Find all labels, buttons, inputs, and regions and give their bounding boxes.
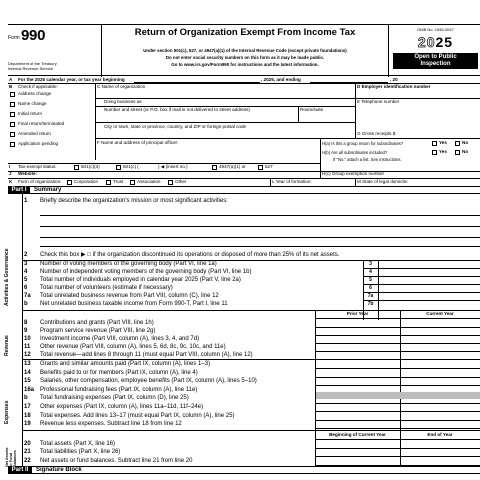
line-text: Investment income (Part VIII, column (A), lines 3, 4, and 7d) [40, 336, 200, 342]
divider [363, 300, 480, 301]
divider [363, 276, 480, 277]
telephone-label: E Telephone number [357, 99, 400, 104]
hb-no-checkbox[interactable] [455, 150, 460, 155]
part2-label: Part II [8, 467, 32, 474]
prior-year-header: Prior Year [346, 311, 369, 316]
line-number: 22 [24, 457, 31, 464]
line-text: Number of independent voting members of the governing body (Part VI, line 1b) [40, 269, 252, 275]
line-number: 11 [24, 344, 31, 350]
status-501c3-checkbox[interactable] [74, 165, 79, 170]
line-text: Salaries, other compensation, employee benefits (Part IX, column (A), lines 5–10) [40, 378, 257, 385]
hb-no-label: No [462, 149, 469, 154]
hc-label: H(c) Group exemption number [322, 171, 385, 176]
status-insert-label: ) ◀ (insert no.) [158, 164, 188, 169]
line-text: Total revenue—add lines 8 through 11 (must equal Part VIII, column (A), line 12) [40, 352, 253, 358]
line-a-year: , 20 [390, 77, 398, 82]
final-return-checkbox[interactable] [10, 122, 15, 127]
ha-label: H(a) Is this a group return for subordinates? [322, 141, 404, 146]
form-of-org-label: Form of organization: [18, 179, 62, 184]
line-text: Other expenses (Part IX, column (A), lines 11a–11d, 11f–24e) [40, 404, 204, 410]
hb-note: If "No," attach a list. See instructions. [333, 157, 402, 162]
application-pending-checkbox[interactable] [10, 142, 15, 147]
line-number: 10 [24, 336, 31, 342]
tax-year-end-field[interactable] [310, 82, 388, 83]
hb-label: H(b) Are all subordinates included? [322, 150, 388, 155]
amended-return-checkbox[interactable] [10, 132, 15, 137]
line-a-text: For the 2025 calendar year, or tax year beginning [18, 77, 125, 82]
line-number: 20 [24, 441, 31, 447]
line-number: 7a [24, 293, 31, 299]
line-text: Total unrelated business revenue from Part VIII, column (C), line 12 [40, 293, 219, 299]
tax-year-prefix: 20 [417, 34, 436, 50]
tax-year [391, 34, 480, 50]
line-number: 4 [24, 269, 28, 275]
gross-receipts-label: G Gross receipts $ [357, 131, 396, 136]
open-to-public-badge [393, 53, 478, 69]
form-title: Return of Organization Exempt From Income Tax [134, 27, 356, 38]
application-pending-label: Application pending [18, 141, 59, 146]
amount-field[interactable] [315, 343, 480, 344]
line-text: Grants and similar amounts paid (Part IX, column (A), lines 1–3) [40, 361, 211, 367]
year-formation-label: L Year of formation: [272, 179, 312, 184]
side-label-revenue: Revenue [4, 335, 10, 356]
divider [315, 430, 316, 466]
mission-field[interactable] [40, 237, 480, 238]
divider [315, 439, 480, 440]
initial-return-label: Initial return [18, 111, 43, 116]
line-number: 18 [24, 412, 31, 419]
department-line2: Internal Revenue Service [8, 66, 53, 71]
status-501c-checkbox[interactable] [116, 165, 121, 170]
instructions-link[interactable]: Go to www.irs.gov/Form990 for instructions and the latest information. [171, 62, 319, 67]
final-return-label: Final return/terminated [18, 121, 65, 126]
line-number: 6 [24, 285, 28, 291]
status-501c3-label: 501(c)(3) [81, 164, 100, 169]
amount-field[interactable] [315, 420, 480, 421]
form-label: Form [8, 35, 20, 41]
amended-return-label: Amended return [18, 131, 51, 136]
name-change-label: Name change [18, 101, 47, 106]
line-number: 19 [24, 421, 31, 428]
line-2-text: Check this box ▶ □ if the organization discontinued its operations or disposed of more than 25% of its net assets. [40, 252, 340, 258]
line-text: Professional fundraising fees (Part IX, column (A), line 11e) [40, 386, 198, 393]
part2-header [8, 466, 480, 474]
state-domicile-label: M State of legal domicile: [357, 179, 409, 184]
section-b-label: Check if applicable: [18, 84, 58, 89]
divider [8, 171, 480, 172]
corporation-label: Corporation [74, 179, 99, 184]
line-j-letter: J [9, 171, 12, 176]
association-label: Association [137, 179, 161, 184]
open-public-line1: Open to Public [414, 54, 457, 60]
room-suite-label: Room/suite [300, 107, 324, 112]
tax-year-begin-field[interactable] [134, 82, 260, 83]
amount-field[interactable] [315, 403, 480, 404]
line-text: Total number of volunteers (estimate if necessary) [40, 285, 173, 291]
trust-label: Trust [113, 179, 124, 184]
open-public-line2: Inspection [420, 61, 451, 67]
line-text: Total number of individuals employed in calendar year 2025 (Part V, line 2a) [40, 277, 241, 283]
part1-header [8, 186, 480, 194]
amount-field[interactable] [315, 368, 480, 369]
line-box-number: 7a [367, 293, 374, 299]
city-label: City or town, state or province, country, and ZIP or foreign postal code [104, 124, 247, 129]
hb-yes-checkbox[interactable] [432, 150, 437, 155]
divider [355, 83, 356, 138]
line-box-number: 4 [369, 269, 372, 275]
shaded-cell [316, 392, 480, 399]
divider [363, 268, 480, 269]
line-number: 2 [24, 252, 28, 258]
status-527-label: 527 [265, 164, 273, 169]
divider [22, 194, 23, 466]
street-label: Number and street (or P.O. box if mail is not delivered to street address) [104, 107, 250, 112]
amount-field[interactable] [315, 448, 480, 449]
address-change-checkbox[interactable] [10, 92, 15, 97]
line-text: Other revenue (Part VIII, column (A), lines 5, 6d, 8c, 9c, 10c, and 11e) [40, 344, 226, 350]
principal-officer-label: F Name and address of principal officer: [97, 140, 179, 145]
line-number: 9 [24, 328, 28, 334]
line-a-ending: , 2025, and ending [261, 77, 301, 82]
line-number: b [24, 395, 28, 402]
side-label-net-assets: Net Assets or Fund Balances [5, 447, 17, 467]
divider [363, 292, 480, 293]
divider [22, 359, 480, 360]
divider [400, 430, 401, 466]
line-number: 17 [24, 404, 31, 410]
ha-no-label: No [462, 140, 469, 145]
line-text: Total expenses. Add lines 13–17 (must equal Part IX, column (A), line 25) [40, 412, 235, 419]
mission-field[interactable] [40, 226, 480, 227]
line-number: 15 [24, 378, 31, 385]
line-number: 13 [24, 361, 31, 367]
line-text: Program service revenue (Part VIII, line 2g) [40, 328, 156, 334]
line-number: 3 [24, 261, 28, 267]
line-i-letter: I [9, 164, 11, 169]
line-number: 14 [24, 369, 31, 376]
section-b-letter: B [9, 84, 13, 89]
line-box-number: 7b [367, 301, 374, 307]
omb-number: OMB No. 1545-0047 [417, 27, 454, 32]
divider [315, 318, 480, 319]
line-a-letter: A [9, 77, 13, 82]
line-text: Total fundraising expenses (Part IX, column (D), line 25) [40, 395, 189, 402]
amount-field[interactable] [315, 456, 480, 457]
org-name-label: C Name of organization [97, 84, 146, 89]
status-527-checkbox[interactable] [258, 165, 263, 170]
line-number: 21 [24, 449, 31, 456]
divider [320, 138, 321, 178]
part2-title: Signature Block [36, 467, 82, 473]
form-title-block [101, 25, 389, 77]
association-checkbox[interactable] [130, 180, 135, 185]
ha-no-checkbox[interactable] [455, 141, 460, 146]
line-number: b [24, 301, 28, 307]
line-box-number: 6 [369, 285, 372, 291]
ein-label: D Employer identification number [357, 84, 431, 89]
mission-field[interactable] [40, 246, 480, 247]
website-label[interactable]: Website: [18, 171, 38, 176]
initial-return-checkbox[interactable] [10, 112, 15, 117]
department-text [8, 61, 98, 71]
line-text: Net unrelated business taxable income from Form 990-T, Part I, line 11 [40, 301, 228, 307]
hb-yes-label: Yes [439, 149, 447, 154]
line-text: Contributions and grants (Part VIII, line 1h) [40, 320, 154, 326]
line-text: Benefits paid to or for members (Part IX, column (A), line 4) [40, 369, 198, 376]
divider [270, 178, 271, 186]
part1-title: Summary [34, 187, 62, 193]
line-text: Net assets or fund balances. Subtract line 21 from line 20 [40, 457, 193, 464]
tax-exempt-status-label: Tax-exempt status: [18, 164, 57, 169]
line-text: Number of voting members of the governing body (Part VI, line 1a) [40, 261, 217, 267]
amount-field[interactable] [315, 385, 480, 386]
department-line1: Department of the Treasury [8, 61, 57, 66]
status-4947-label: 4947(a)(1) or [219, 164, 246, 169]
mission-field[interactable] [40, 215, 480, 216]
other-checkbox[interactable] [168, 180, 173, 185]
form-header [8, 24, 480, 76]
amount-field[interactable] [315, 351, 480, 352]
line-text: Total assets (Part X, line 16) [40, 441, 116, 447]
divider [355, 178, 356, 186]
form-number: 990 [21, 27, 46, 44]
line-number: 1 [24, 198, 28, 204]
line-text: Total liabilities (Part X, line 26) [40, 449, 121, 456]
divider [363, 284, 480, 285]
line-1-text: Briefly describe the organization's mission or most significant activities: [40, 198, 228, 204]
line-box-number: 5 [369, 277, 372, 283]
trust-checkbox[interactable] [106, 180, 111, 185]
corporation-checkbox[interactable] [67, 180, 72, 185]
side-label-expenses: Expenses [4, 400, 10, 424]
form-subtitle: Under section 501(c), 527, or 4947(a)(1) of the Internal Revenue Code (except private foundations) [143, 48, 347, 53]
line-k-letter: K [9, 179, 13, 184]
end-year-header: End of Year [427, 432, 453, 437]
line-text: Revenue less expenses. Subtract line 18 from line 12 [40, 421, 182, 428]
amount-field[interactable] [315, 327, 480, 328]
other-label: Other [175, 179, 187, 184]
divider [298, 106, 299, 122]
line-box-number: 3 [369, 261, 372, 267]
beginning-year-header: Beginning of Current Year [329, 432, 386, 437]
amount-field[interactable] [315, 377, 480, 378]
city-field[interactable] [95, 138, 480, 139]
line-number: 8 [24, 320, 28, 326]
line-number: 12 [24, 352, 31, 358]
address-change-label: Address change [18, 91, 52, 96]
street-field[interactable] [95, 122, 355, 123]
ssn-notice: Do not enter social security numbers on this form as it may be made public. [165, 55, 325, 60]
part1-label: Part I [8, 187, 30, 194]
status-4947-checkbox[interactable] [212, 165, 217, 170]
tax-year-suffix: 25 [435, 34, 454, 50]
amount-field[interactable] [315, 335, 480, 336]
line-number: 16a [24, 386, 35, 393]
status-501c-label: 501(c) ( [123, 164, 139, 169]
dba-label: Doing business as [104, 99, 142, 104]
line-number: 5 [24, 277, 28, 283]
ha-yes-checkbox[interactable] [432, 141, 437, 146]
side-label-activities: Activities & Governance [4, 248, 10, 306]
name-change-checkbox[interactable] [10, 102, 15, 107]
divider [22, 430, 480, 431]
ha-yes-label: Yes [439, 140, 447, 145]
current-year-header: Current Year [426, 311, 454, 316]
amount-field[interactable] [315, 411, 480, 412]
year-block [391, 25, 480, 77]
